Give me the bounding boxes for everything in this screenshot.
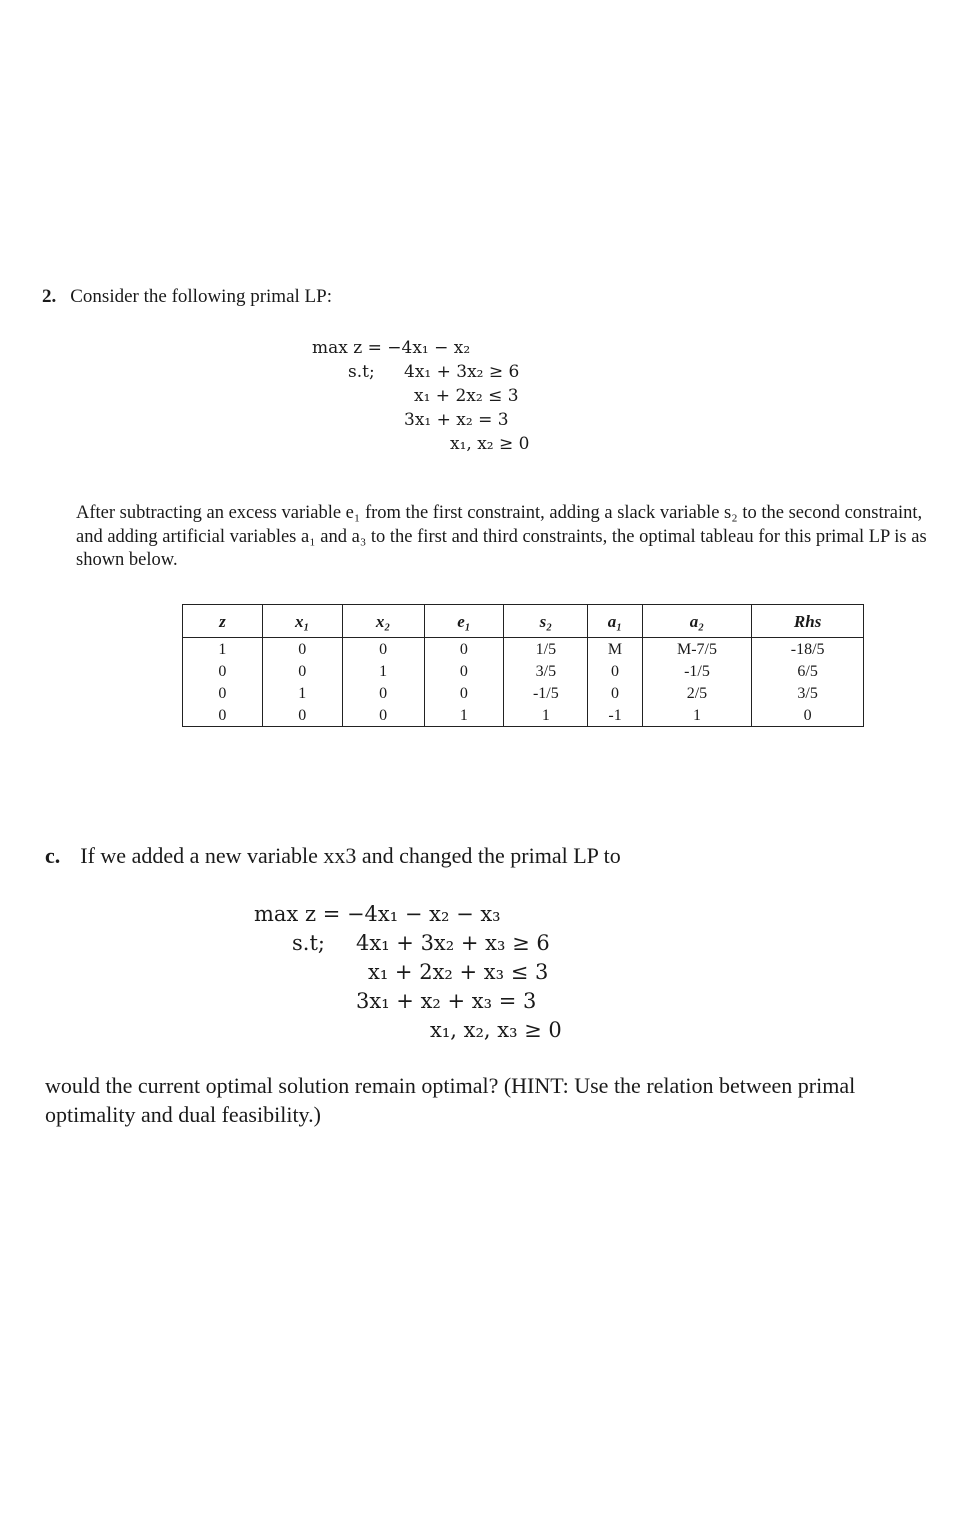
table-cell: M [588,638,642,661]
part-c-label: c. [45,843,61,868]
table-cell: 2/5 [642,682,752,704]
table-cell: -18/5 [752,638,864,661]
question-heading [42,286,332,308]
table-cell: 1 [642,704,752,727]
header-z: z [183,605,263,638]
tableau-header-row [183,605,864,638]
table-cell: 1/5 [504,638,588,661]
table-cell: 1 [424,704,504,727]
header-s2: s₂ [504,605,588,638]
table-cell: -1/5 [504,682,588,704]
table-cell: -1/5 [642,660,752,682]
lp1-nonnegativity: x₁, x₂ ≥ 0 [450,434,530,454]
table-cell: 3/5 [752,682,864,704]
table-cell: 3/5 [504,660,588,682]
header-a1: a₁ [588,605,642,638]
tableau-description: After subtracting an excess variable e₁ from the first constraint, adding a slack variable s₂ to the second constraint, and adding artificial variables a₁ and a₃ to the first and third constraints, the optimal tableau for this primal LP is as shown below. [76,503,927,570]
header-a2: a₂ [642,605,752,638]
header-rhs: Rhs [752,605,864,638]
table-cell: 1 [504,704,588,727]
table-row [183,704,864,727]
table-row [183,682,864,704]
table-cell: 0 [262,660,342,682]
table-cell: 0 [262,638,342,661]
table-cell: 0 [183,704,263,727]
lp2-constraint-2: x₁ + 2x₂ + x₃ ≤ 3 [368,960,549,984]
table-cell: M-7/5 [642,638,752,661]
question-intro: Consider the following primal LP: [70,286,333,307]
lp2-objective: max z = −4x₁ − x₂ − x₃ [254,902,501,926]
part-c-heading [45,843,621,869]
table-cell: 6/5 [752,660,864,682]
lp2-constraint-1: 4x₁ + 3x₂ + x₃ ≥ 6 [356,931,550,955]
table-cell: 0 [342,682,424,704]
table-cell: 0 [424,638,504,661]
table-cell: 1 [183,638,263,661]
lp1-constraint-1: 4x₁ + 3x₂ ≥ 6 [404,362,520,382]
table-cell: 0 [183,660,263,682]
table-cell: 0 [262,704,342,727]
lp1-st-label: s.t; [348,362,375,382]
table-cell: 1 [262,682,342,704]
lp1-constraint-2: x₁ + 2x₂ ≤ 3 [414,386,519,406]
table-row [183,660,864,682]
lp2-st-label: s.t; [292,931,325,955]
optimal-tableau [182,604,864,727]
lp2-constraint-3: 3x₁ + x₂ + x₃ = 3 [356,989,537,1013]
table-cell: -1 [588,704,642,727]
table-cell: 0 [183,682,263,704]
header-x1: x₁ [262,605,342,638]
question-number: 2. [42,286,57,307]
header-e1: e₁ [424,605,504,638]
table-cell: 0 [588,682,642,704]
table-row [183,638,864,661]
table-cell: 0 [342,704,424,727]
table-cell: 0 [342,638,424,661]
table-cell: 0 [752,704,864,727]
table-cell: 0 [424,682,504,704]
table-cell: 1 [342,660,424,682]
part-c-text: If we added a new variable xx3 and changed the primal LP to [80,843,621,868]
lp1-objective: max z = −4x₁ − x₂ [312,338,471,358]
closing-question: would the current optimal solution remain optimal? (HINT: Use the relation between primal optimality and dual feasibility.) [45,1073,856,1127]
header-x2: x₂ [342,605,424,638]
lp2-nonnegativity: x₁, x₂, x₃ ≥ 0 [430,1018,562,1042]
table-cell: 0 [424,660,504,682]
table-cell: 0 [588,660,642,682]
lp1-constraint-3: 3x₁ + x₂ = 3 [404,410,509,430]
